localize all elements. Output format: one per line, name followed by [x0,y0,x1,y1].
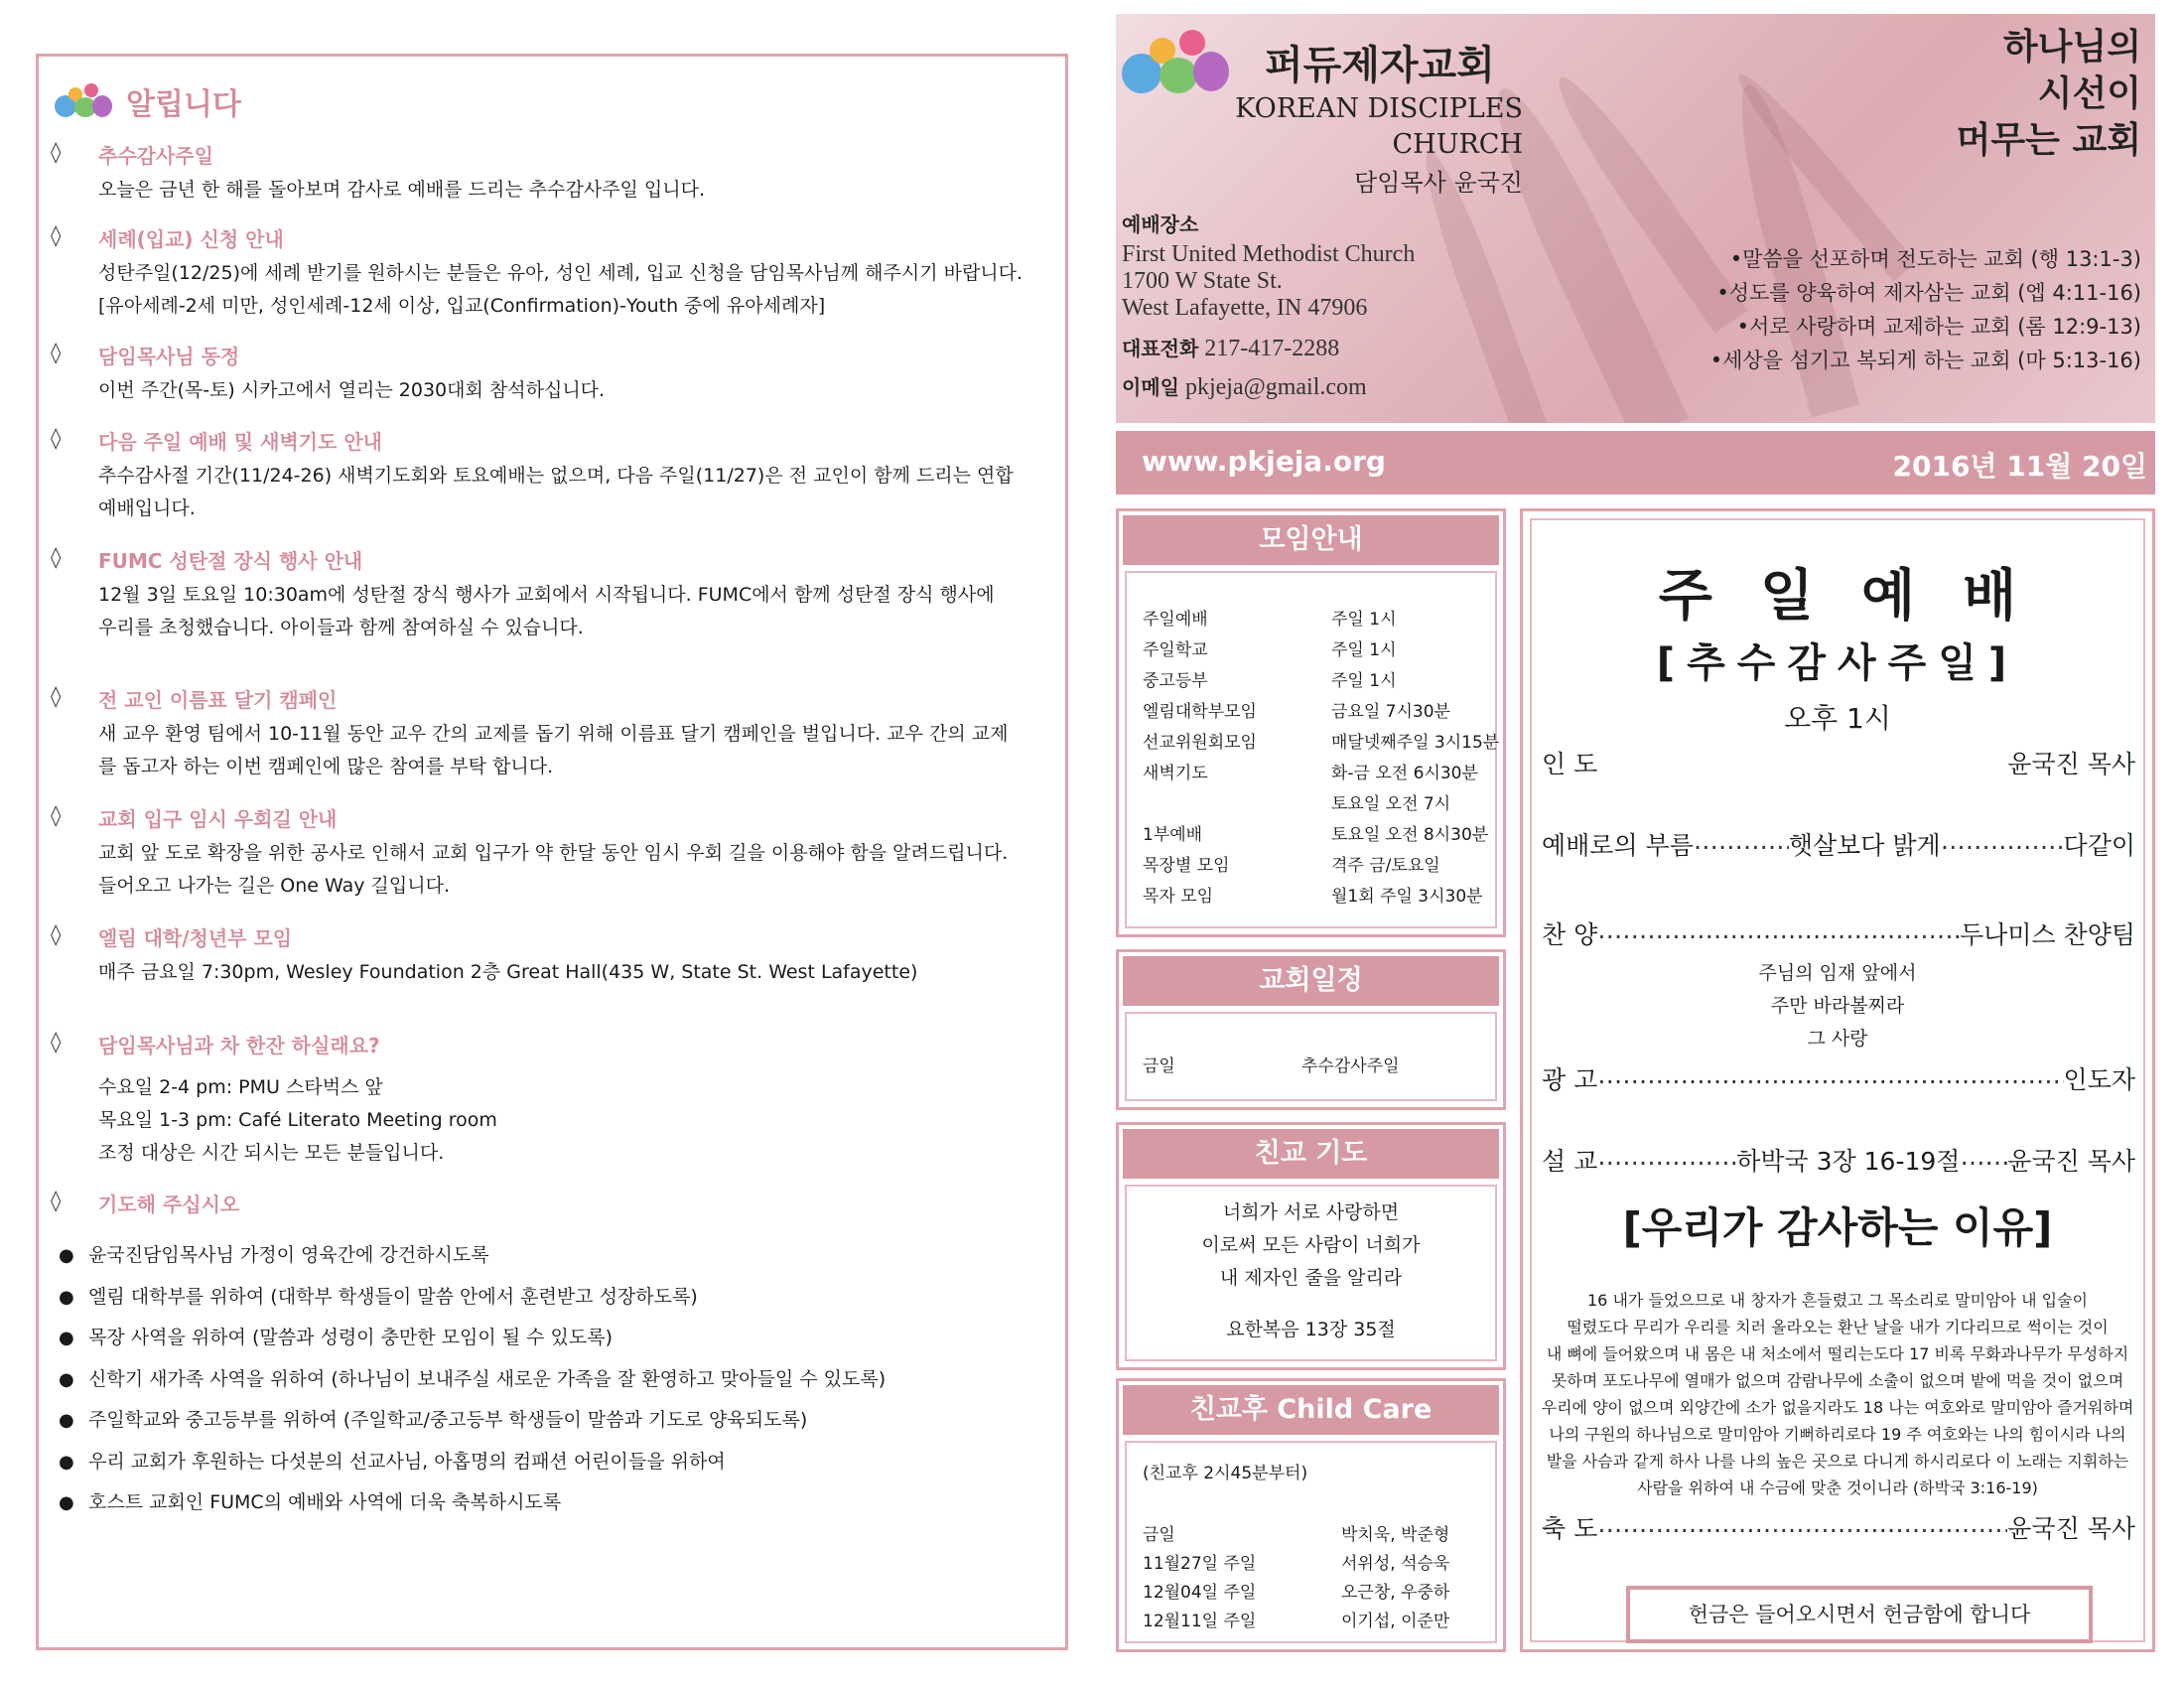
worship-title: 주일예배 [1658,564,2065,629]
fellowship-prayer-inner [1125,1185,1497,1361]
notice-title: 추수감사주일 [98,144,213,168]
table-row: 목장별 모임 격주 금/토요일 [1143,856,1440,876]
list-item: ● 엘림 대학부를 위하여 (대학부 학생들이 말씀 안에서 훈련받고 성장하도록) [59,1285,698,1308]
table-row: 금일 추수감사주일 [1143,1056,1400,1076]
mission-item: •세상을 섬기고 복되게 하는 교회 (마 5:13-16) [1709,349,2141,372]
prayer-list [59,1240,886,1529]
church-motto: 하나님의 시선이 머무는 교회 [1956,27,2141,161]
table-row: 12월04일 주일 오근창, 우중하 [1143,1583,1450,1603]
notice-body: 추수감사절 기간(11/24-26) 새벽기도회와 토요예배는 없으며, 다음 주일(11/27)은 전 교인이 함께 드리는 연합 예배입니다. [98,465,1014,519]
diamond-icon: ◊ [51,545,62,569]
worship-place-line: West Lafayette, IN 47906 [1122,295,1368,321]
notice-body: 12월 3일 토요일 10:30am에 성탄절 장식 행사가 교회에서 시작됩니다. FUMC에서 함께 성탄절 장식 행사에 우리를 초청했습니다. 아이들과 함께 참여하실 수 있습니다. [98,584,995,638]
table-row: 주일학교 주일 1시 [1143,640,1397,660]
child-care-note: (친교후 2시45분부터) [1143,1464,1308,1483]
list-item: ● 신학기 새가족 사역을 위하여 (하나님이 보내주실 새로운 가족을 잘 환영하고 맞아들일 수 있도록) [59,1367,887,1390]
meetings-inner: 주일예배 주일 1시 주일학교 주일 1시 중고등부 주일 1시 엘림대학부모임 금요일 7시30분 선교위원회모임 매달넷째주일 3시15분 새벽기도 화-금 오전 6시30분 토요일 오전 7시 1부예배 토요일 오전 8시30분 목장별 모임 격주 금/토요일 목자 모임 월1회 주일 3시30분 [1125,571,1497,928]
order-row: 인 도 윤국진 목사 [1542,750,2135,778]
table-row: 선교위원회모임 매달넷째주일 3시15분 [1143,733,1500,753]
table-row: 금일 박치욱, 박준형 [1143,1525,1450,1545]
fellowship-prayer-title: 친교 기도 [1123,1129,1499,1179]
worship-order-box [1520,508,2155,1652]
child-care-box [1116,1378,1506,1652]
table-row: 중고등부 주일 1시 [1143,671,1397,691]
diamond-icon: ◊ [51,922,62,946]
diamond-icon: ◊ [51,1189,62,1212]
order-row: 설 교 …………………………………………………………………………………………………… 하박국 3장 16-19절 …………………………………………………………………………………………………… 윤국진 목사 [1542,1142,2135,1178]
meetings-box [1116,508,1506,937]
diamond-icon: ◊ [51,223,62,247]
notice-title: 기도해 주십시오 [98,1193,240,1216]
notice-title: 담임목사님 동정 [98,345,240,368]
worship-order-inner [1530,518,2145,1642]
diamond-icon: ◊ [51,684,62,708]
table-row: 새벽기도 화-금 오전 6시30분 [1143,764,1478,783]
notice-title: 전 교인 이름표 달기 캠페인 [98,688,338,712]
announcements-title: 알립니다 [126,87,241,122]
order-row: 예배로의 부름 …………………………………………………………………………………………………… 햇살보다 밝게 …………………………………………………………………………………………………… 다같이 [1542,826,2135,862]
list-item: ● 목장 사역을 위하여 (말씀과 성령이 충만한 모임이 될 수 있도록) [59,1327,614,1348]
notice-body: 오늘은 금년 한 해를 돌아보며 감사로 예배를 드리는 추수감사주일 입니다. [98,179,706,201]
diamond-icon: ◊ [51,341,62,364]
table-row: 엘림대학부모임 금요일 7시30분 [1143,702,1450,722]
notice-title: 세례(입교) 신청 안내 [98,227,284,251]
contact-info [1122,209,1415,401]
calendar-title: 교회일정 [1123,956,1499,1006]
bullet-icon: ● [59,1245,74,1266]
diamond-icon: ◊ [51,803,62,827]
church-header [1116,14,2155,423]
pastor-name: 담임목사 윤국진 [1354,169,1523,197]
bulletin-date: 2016년 11월 20일 [1892,450,2147,483]
worship-place-line: First United Methodist Church [1122,241,1416,267]
table-row: 11월27일 주일 서위성, 석승욱 [1143,1554,1450,1574]
table-row: 12월11일 주일 이기섭, 이준만 [1143,1612,1450,1631]
mission-item: •성도를 양육하여 제자삼는 교회 (엡 4:11-16) [1716,281,2141,305]
email-address: pkjeja@gmail.com [1184,374,1367,400]
announcements-header [55,76,241,126]
scripture-text: 16 내가 들었으므로 내 창자가 흔들렸고 그 목소리로 말미암아 내 입술이 떨렸도다 무리가 우리를 치러 올라오는 환난 날을 내가 기다리므로 썩이는 것이 내 뼈에 들어왔으며 내 몸은 내 처소에서 떨리는도다 17 비록 무화과나무가 무성하지 못하며 포도나무에 열매가 없으며 감람나무에 소출이 없으며 밭에 먹을 것이 없으며 우리에 양이 없으며 외양간에 소가 없을지라도 18 나는 여호와로 말미암아 즐거워하며 나의 구원의 하나님으로 말미암아 기뻐하리로다 19 주 여호와는 나의 힘이시라 나의 발을 사슴과 같게 하사 나를 나의 높은 곳으로 다니게 하시리로다 이 노래는 지휘하는 사람을 위하여 내 수금에 맞춘 것이니라 (하박국 3:16-19) [1541,1291,2134,1497]
order-row: 광 고 …………………………………………………………………………………………………… 인도자 [1542,1060,2135,1096]
church-logo-icon [55,83,112,119]
announcements-panel [36,54,1068,1650]
notice-body: 교회 앞 도로 확장을 위한 공사로 인해서 교회 입구가 약 한달 동안 임시 우회 길을 이용해야 함을 알려드립니다. 들어오고 나가는 길은 One Way 길입니다. [98,842,1009,897]
list-item: ● 호스트 교회인 FUMC의 예배와 사역에 더욱 축복하시도록 [59,1491,562,1513]
order-row: 찬 양 …………………………………………………………………………………………………… 두나미스 찬양팀 [1542,915,2135,951]
url-date-bar [1116,431,2155,494]
mission-list [1710,242,2141,377]
table-row: 1부예배 토요일 오전 8시30분 [1143,825,1489,845]
notice-title: 담임목사님과 차 한잔 하실래요? [98,1034,380,1057]
mission-item: •말씀을 선포하며 전도하는 교회 (행 13:1-3) [1729,247,2141,271]
church-logo-icon [1122,30,1231,99]
phone-label: 대표전화 [1122,337,1199,360]
mission-item: •서로 사랑하며 교제하는 교회 (롬 12:9-13) [1736,315,2141,339]
notice-body: 이번 주간(목-토) 시카고에서 열리는 2030대회 참석하십니다. [98,379,606,401]
bullet-icon: ● [59,1328,74,1348]
notice-body: 성탄주일(12/25)에 세례 받기를 원하시는 분들은 유아, 성인 세례, 입교 신청을 담임목사님께 해주시기 바랍니다. [유아세례-2세 미만, 성인세례-12세 이상, 입교(Confirmation)-Youth 중에 유아세례자] [98,262,1024,317]
diamond-icon: ◊ [51,140,62,164]
order-row: 축 도 …………………………………………………………………………………………………… 윤국진 목사 [1542,1509,2135,1545]
bullet-icon: ● [59,1368,74,1390]
child-care-title: 친교후 Child Care [1123,1385,1499,1435]
verse-reference: 요한복음 13장 35절 [1226,1319,1396,1340]
calendar-box [1116,949,1506,1110]
notice-title: 엘림 대학/청년부 모임 [98,926,293,950]
notice-title: 교회 입구 임시 우회길 안내 [98,807,338,831]
list-item: ● 우리 교회가 후원하는 다섯분의 선교사님, 아홉명의 컴패션 어린이들을 위하여 [59,1450,726,1473]
website-link[interactable]: www.pkjeja.org [1142,445,1386,478]
worship-time: 오후 1시 [1784,702,1891,735]
notice-title: 다음 주일 예배 및 새벽기도 안내 [98,430,382,454]
notice-body: 수요일 2-4 pm: PMU 스타벅스 앞 목요일 1-3 pm: Café Literato Meeting room 조정 대상은 시간 되시는 모든 분들입니다. [98,1076,497,1164]
list-item: ● 주일학교와 중고등부를 위하여 (주일학교/중고등부 학생들이 말씀과 기도로 양육되도록) [59,1409,808,1431]
bullet-icon: ● [59,1451,74,1473]
email-label: 이메일 [1122,375,1179,399]
praise-lines: 주님의 임재 앞에서 주만 바라볼찌라 그 사랑 [1758,962,1917,1050]
worship-place-line: 1700 W State St. [1122,268,1283,294]
diamond-icon: ◊ [51,1030,62,1054]
child-care-inner [1125,1441,1497,1643]
notice-title: FUMC 성탄절 장식 행사 안내 [98,549,363,573]
bullet-icon: ● [59,1286,74,1308]
worship-subtitle: [추수감사주일] [1656,640,2019,686]
church-name-eng: KOREAN DISCIPLES CHURCH [1235,93,1523,160]
church-name-kor: 퍼듀제자교회 [1265,42,1495,88]
calendar-inner [1125,1012,1497,1101]
prayer-verse: 너희가 서로 사랑하면 이로써 모든 사람이 너희가 내 제자인 줄을 알리라 [1201,1201,1421,1289]
diamond-icon: ◊ [51,426,62,450]
fellowship-prayer-box [1116,1122,1506,1370]
worship-place-label: 예배장소 [1122,212,1199,236]
offering-notice: 헌금은 들어오시면서 헌금함에 합니다 [1626,1586,2093,1643]
bullet-icon: ● [59,1492,74,1513]
phone-number: 217-417-2288 [1204,336,1340,361]
notice-body: 매주 금요일 7:30pm, Wesley Foundation 2층 Great Hall(435 W, State St. West Lafayette) [98,961,918,983]
notice-body: 새 교우 환영 팀에서 10-11월 동안 교우 간의 교제를 돕기 위해 이름표 달기 캠페인을 벌입니다. 교우 간의 교제 를 돕고자 하는 이번 캠페인에 많은 참여를 부탁 합니다. [98,723,1009,777]
table-row: 주일예배 주일 1시 [1143,610,1397,630]
bullet-icon: ● [59,1410,74,1431]
list-item: ● 윤국진담임목사님 가정이 영육간에 강건하시도록 [59,1244,489,1266]
sermon-title: [우리가 감사하는 이유] [1622,1203,2053,1252]
meetings-title: 모임안내 [1123,515,1499,565]
table-row: 목자 모임 월1회 주일 3시30분 [1143,887,1483,907]
